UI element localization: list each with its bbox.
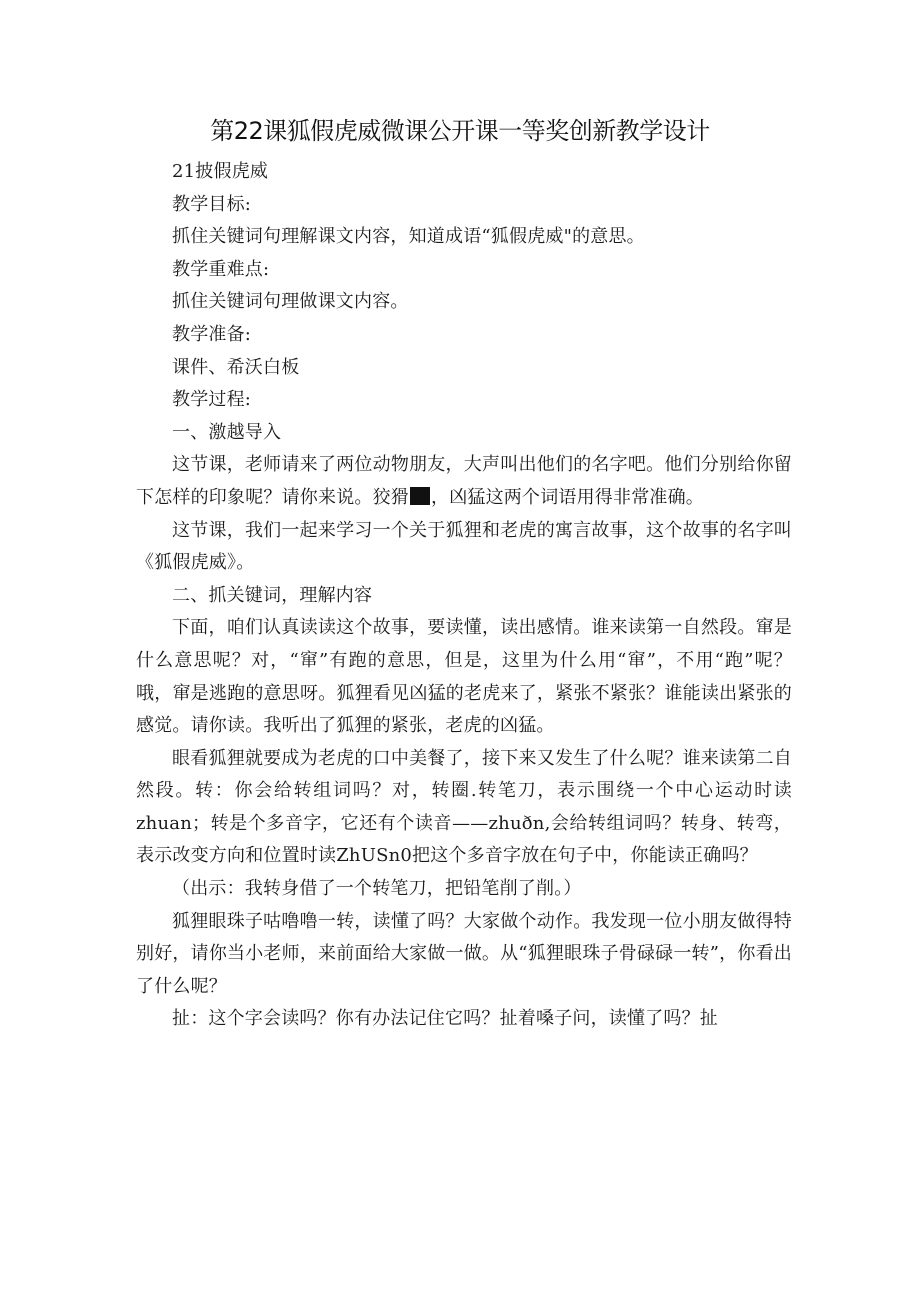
document-title: 第22课狐假虎威微课公开课一等奖创新教学设计 (210, 117, 710, 145)
redaction-block (410, 487, 430, 505)
example-sentence: （出示：我转身借了一个转笔刀，把铅笔削了削。） (172, 878, 582, 900)
paragraph-text-part: 这节课，老师请来了两位动物朋友，大声叫出他们的名字吧。他们分别给你留下怎样的印象呢？请你来说。狡猾 (136, 454, 792, 508)
body-paragraph (136, 449, 792, 514)
body-paragraph: 下面，咱们认真读读这个故事，要读懂，读出感情。谁来读第一自然段。窜是什么意思呢？对，“窜”有跑的意思，但是，这里为什么用“窜”，不用“跑”呢？哦，窜是逃跑的意思呀。狐狸看见凶猛的老虎来了，紧张不紧张？谁能读出紧张的感觉。请你读。我听出了狐狸的紧张，老虎的凶猛。 (136, 617, 792, 737)
lesson-heading: 21披假虎威 (172, 161, 269, 182)
section-label-key-points: 教学重难点: (172, 258, 270, 280)
section-label-process: 教学过程: (172, 389, 252, 411)
step-heading-intro: 一、激越导入 (172, 421, 282, 443)
body-paragraph: 这节课，我们一起来学习一个关于狐狸和老虎的寓言故事，这个故事的名字叫《狐假虎威》。 (136, 519, 792, 574)
section-label-preparation: 教学准备: (172, 323, 252, 345)
key-points-text: 抓住关键词句理做课文内容。 (172, 291, 409, 313)
section-label-objectives: 教学目标: (172, 193, 252, 215)
preparation-text: 课件、希沃白板 (172, 356, 300, 378)
body-paragraph: 眼看狐狸就要成为老虎的口中美餐了，接下来又发生了什么呢？谁来读第二自然段。转：你会给转组词吗？对，转圈.转笔刀，表示围绕一个中心运动时读zhuan；转是个多音字，它还有个读音——zhuðn,会给转组词吗？转身、转弯，表示改变方向和位置时读ZhUSn0把这个多音字放在句子中，你能读正确吗？ (136, 747, 792, 867)
body-paragraph: 扯：这个字会读吗？你有办法记住它吗？扯着嗓子问，读懂了吗？扯 (172, 1008, 718, 1030)
paragraph-text-part: ，凶猛这两个词语用得非常准确。 (431, 486, 704, 508)
step-heading-keywords: 二、抓关键词，理解内容 (172, 584, 373, 606)
body-paragraph: 狐狸眼珠子咕噜噜一转，读懂了吗？大家做个动作。我发现一位小朋友做得特别好，请你当小老师，来前面给大家做一做。从“狐狸眼珠子骨碌碌一转”，你看出了什么呢？ (136, 910, 792, 997)
objectives-text: 抓住关键词句理解课文内容，知道成语“狐假虎威"的意思。 (172, 226, 645, 248)
document-body (136, 156, 792, 1036)
